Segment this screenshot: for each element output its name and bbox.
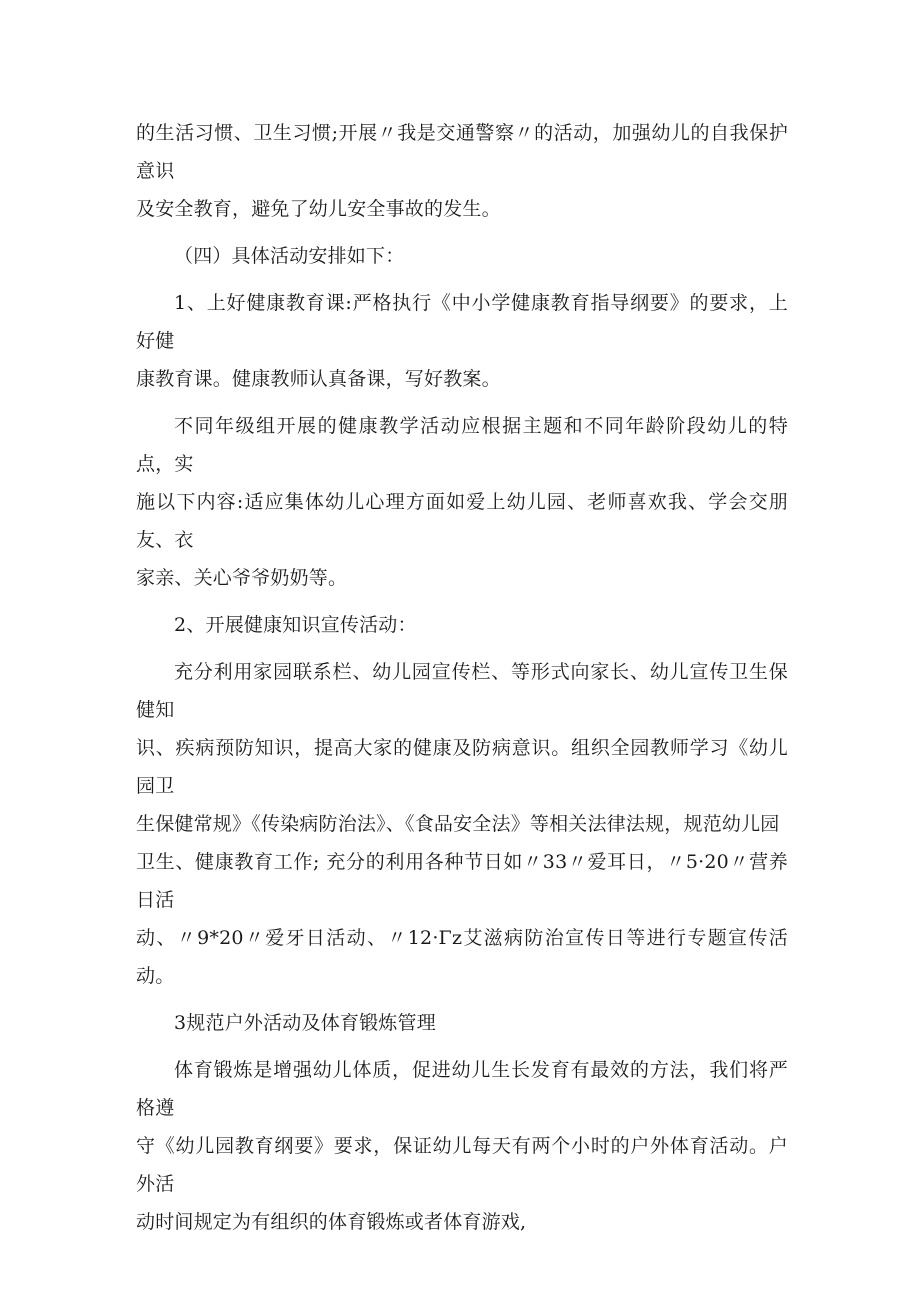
text-line: （四）具体活动安排如下： — [174, 245, 405, 267]
paragraph-publicity-details — [136, 653, 788, 995]
document-body — [136, 114, 788, 1241]
paragraph-health-class — [136, 284, 788, 398]
text-line: 康教育课。健康教师认真备课，写好教案。 — [136, 368, 501, 390]
section-heading-health-publicity — [136, 606, 788, 644]
text-line: 及安全教育，避免了幼儿安全事故的发生。 — [136, 198, 501, 220]
text-line: 施以下内容:适应集体幼儿心理方面如爱上幼儿园、老师喜欢我、学会交朋友、衣 — [136, 491, 788, 551]
paragraph-hygiene-habits — [136, 114, 788, 228]
text-line: 充分利用家园联系栏、幼儿园宣传栏、等形式向家长、幼儿宣传卫生保健知 — [136, 661, 788, 721]
paragraph-grade-activities — [136, 407, 788, 597]
text-line: 家亲、关心爷爷奶奶等。 — [136, 567, 348, 589]
text-line: 守《幼儿园教育纲要》要求，保证幼儿每天有两个小时的户外体育活动。户外活 — [136, 1135, 788, 1195]
paragraph-physical-exercise — [136, 1051, 788, 1241]
text-line: 体育锻炼是增强幼儿体质，促进幼儿生长发育有最效的方法，我们将严格遵 — [136, 1059, 788, 1119]
text-line: 3规范户外活动及体育锻炼管理 — [174, 1012, 436, 1034]
text-line: 动、〃9*20〃爱牙日活动、〃12·Γz艾滋病防治宣传日等进行专题宣传活动。 — [136, 927, 788, 987]
text-line: 不同年级组开展的健康教学活动应根据主题和不同年龄阶段幼儿的特点，实 — [136, 415, 788, 475]
text-line: 2、开展健康知识宣传活动： — [174, 614, 417, 636]
text-line: 1、上好健康教育课:严格执行《中小学健康教育指导纲要》的要求，上好健 — [136, 292, 788, 352]
text-line: 生保健常规》《传染病防治法》、《食品安全法》等相关法律法规，规范幼儿园 — [136, 813, 780, 835]
section-heading-outdoor-activities — [136, 1004, 788, 1042]
section-heading-activity-plan — [136, 237, 788, 275]
text-line: 的生活习惯、卫生习惯;开展〃我是交通警察〃的活动，加强幼儿的自我保护意识 — [136, 122, 788, 182]
text-line: 识、疾病预防知识，提高大家的健康及防病意识。组织全园教师学习《幼儿园卫 — [136, 737, 788, 797]
text-line: 动时间规定为有组织的体育锻炼或者体育游戏, — [136, 1211, 527, 1233]
text-line: 卫生、健康教育工作; 充分的利用各种节日如〃33〃爱耳日，〃5·20〃营养日活 — [136, 851, 788, 911]
